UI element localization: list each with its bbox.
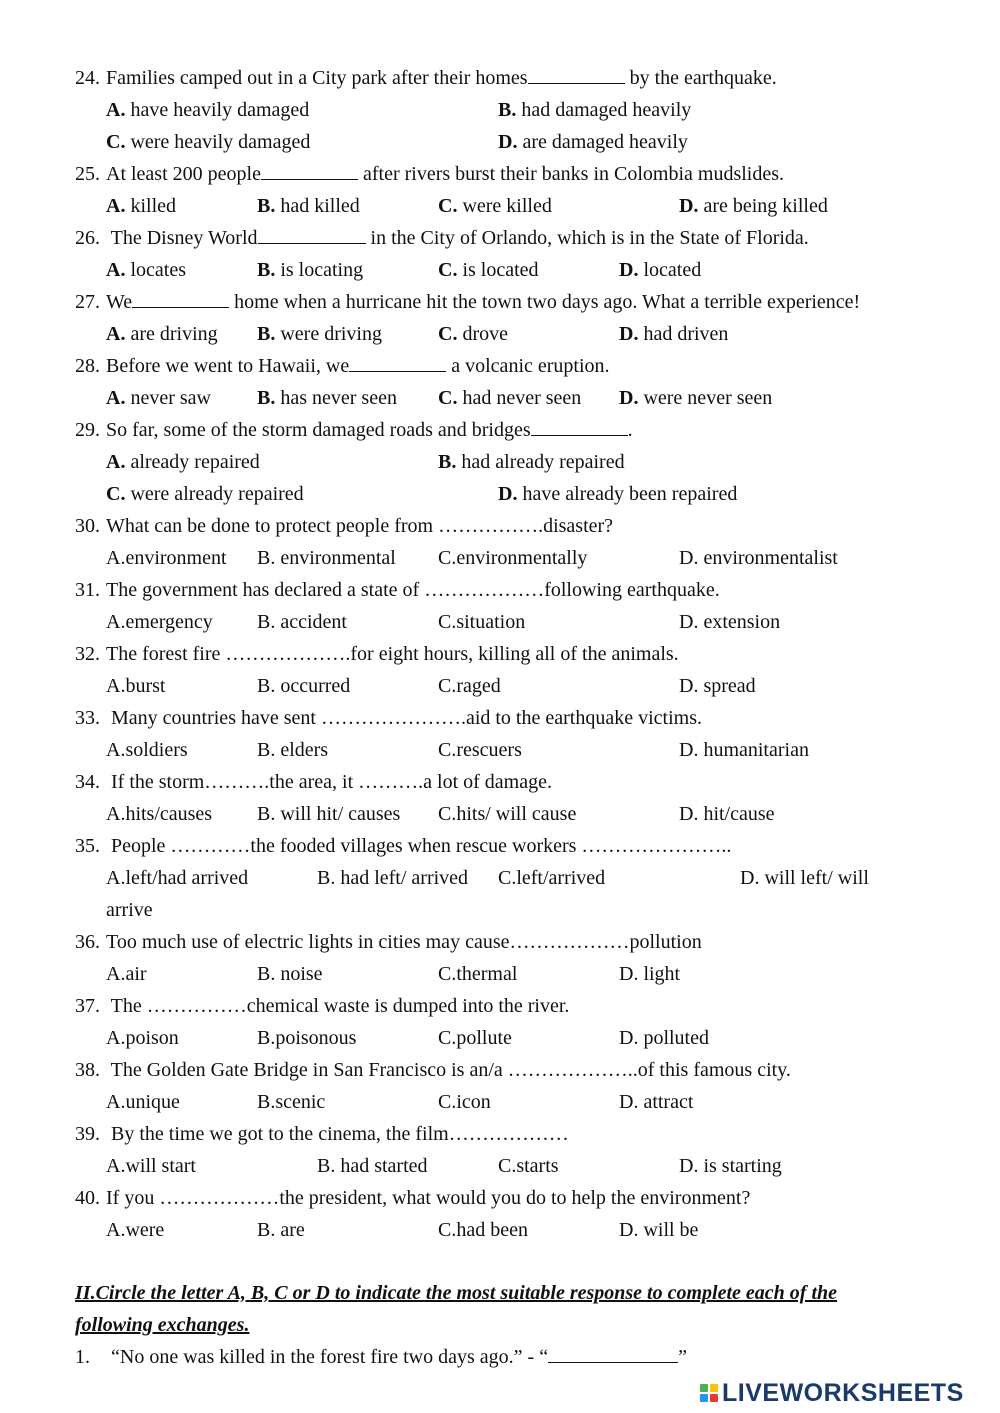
option-b[interactable]: B.scenic xyxy=(257,1091,326,1113)
question-34 xyxy=(75,770,552,794)
liveworksheets-logo xyxy=(700,1378,995,1408)
option-d[interactable] xyxy=(619,258,701,282)
option-c[interactable] xyxy=(438,322,508,346)
question-text: If you ………………the president, what would you do to help the environment? xyxy=(106,1187,751,1209)
option-letter: A. xyxy=(106,451,126,473)
option-letter: C. xyxy=(106,131,126,153)
option-a[interactable]: A.soldiers xyxy=(106,739,188,761)
option-b[interactable]: B. had left/ arrived xyxy=(317,867,469,889)
exchange-question-1 xyxy=(75,1345,687,1369)
question-39 xyxy=(75,1122,569,1146)
question-text: by the earthquake. xyxy=(624,67,777,89)
option-b[interactable]: B. environmental xyxy=(257,547,396,569)
option-text: had damaged heavily xyxy=(516,99,692,121)
option-a[interactable] xyxy=(106,98,309,122)
option-text: had never seen xyxy=(457,387,582,409)
option-letter: D. xyxy=(498,131,518,153)
question-26 xyxy=(75,226,809,250)
option-d[interactable]: D. will be xyxy=(619,1219,699,1241)
option-d-continued: arrive xyxy=(106,899,153,921)
option-letter: C. xyxy=(438,259,458,281)
option-letter: C. xyxy=(438,323,458,345)
option-letter: D. xyxy=(679,195,699,217)
option-c[interactable]: C.hits/ will cause xyxy=(438,803,577,825)
question-text: If the storm……….the area, it ……….a lot of damage. xyxy=(106,771,552,793)
option-d[interactable]: D. environmentalist xyxy=(679,547,838,569)
question-number: 40. xyxy=(75,1187,100,1209)
option-text: were never seen xyxy=(638,387,773,409)
question-number: 26. xyxy=(75,227,100,249)
option-d[interactable]: D. extension xyxy=(679,611,781,633)
question-number: 37. xyxy=(75,995,100,1017)
question-number: 24. xyxy=(75,67,100,89)
question-text: People …………the fooded villages when rescue workers ………………….. xyxy=(106,835,732,857)
question-text: “No one was killed in the forest fire two days ago.” - “ xyxy=(111,1346,549,1368)
option-a[interactable]: A.left/had arrived xyxy=(106,867,249,889)
option-b[interactable] xyxy=(498,98,691,122)
option-a[interactable]: A.hits/causes xyxy=(106,803,213,825)
question-number: 35. xyxy=(75,835,100,857)
option-d[interactable]: D. hit/cause xyxy=(679,803,775,825)
question-number: 30. xyxy=(75,515,100,537)
option-b[interactable] xyxy=(438,450,625,474)
option-c[interactable]: C.situation xyxy=(438,611,526,633)
option-letter: D. xyxy=(619,323,639,345)
question-27 xyxy=(75,290,860,314)
question-text: Many countries have sent ………………….aid to the earthquake victims. xyxy=(106,707,702,729)
question-text: Families camped out in a City park after their homes xyxy=(106,67,528,89)
question-38 xyxy=(75,1058,791,1082)
section-heading-continued: following exchanges. xyxy=(75,1314,250,1336)
option-d[interactable] xyxy=(679,194,828,218)
option-c[interactable]: C.had been xyxy=(438,1219,528,1241)
logo-square xyxy=(700,1394,708,1402)
option-a[interactable]: A.air xyxy=(106,963,147,985)
question-number: 31. xyxy=(75,579,100,601)
question-25 xyxy=(75,162,784,186)
option-d[interactable]: D. polluted xyxy=(619,1027,709,1049)
answer-blank[interactable] xyxy=(528,66,625,84)
answer-blank[interactable] xyxy=(531,418,628,436)
question-28 xyxy=(75,354,610,378)
question-number: 29. xyxy=(75,419,100,441)
question-text: What can be done to protect people from …………….disaster? xyxy=(106,515,614,537)
question-text: At least 200 people xyxy=(106,163,261,185)
option-b[interactable] xyxy=(257,322,382,346)
option-c[interactable] xyxy=(438,386,581,410)
answer-blank[interactable] xyxy=(132,290,229,308)
option-a[interactable] xyxy=(106,386,211,410)
option-a[interactable]: A.emergency xyxy=(106,611,213,633)
option-text: were already repaired xyxy=(125,483,304,505)
question-text: The Disney World xyxy=(106,227,258,249)
option-text: are driving xyxy=(125,323,218,345)
answer-blank[interactable] xyxy=(258,226,366,244)
question-text: home when a hurricane hit the town two days ago. What a terrible experience! xyxy=(229,291,861,313)
option-text: have already been repaired xyxy=(517,483,738,505)
option-text: drove xyxy=(457,323,508,345)
option-letter: C. xyxy=(438,195,458,217)
option-c[interactable]: C.environmentally xyxy=(438,547,588,569)
option-text: never saw xyxy=(125,387,211,409)
question-number: 36. xyxy=(75,931,100,953)
option-a[interactable] xyxy=(106,322,218,346)
option-letter: D. xyxy=(619,387,639,409)
option-a[interactable]: A.burst xyxy=(106,675,166,697)
option-text: had driven xyxy=(638,323,729,345)
question-text: The forest fire ……………….for eight hours, killing all of the animals. xyxy=(106,643,679,665)
option-a[interactable] xyxy=(106,194,176,218)
option-c[interactable] xyxy=(106,482,304,506)
option-text: were heavily damaged xyxy=(125,131,311,153)
option-letter: A. xyxy=(106,99,126,121)
option-letter: B. xyxy=(438,451,457,473)
question-text: The ……………chemical waste is dumped into the river. xyxy=(106,995,570,1017)
option-b[interactable]: B. accident xyxy=(257,611,347,633)
option-text: were killed xyxy=(457,195,552,217)
option-text: killed xyxy=(125,195,176,217)
option-d[interactable] xyxy=(498,482,737,506)
option-c[interactable]: C.icon xyxy=(438,1091,491,1113)
option-b[interactable]: B. elders xyxy=(257,739,329,761)
option-letter: D. xyxy=(619,259,639,281)
answer-blank[interactable] xyxy=(349,354,446,372)
option-d[interactable]: D. humanitarian xyxy=(679,739,809,761)
option-text: located xyxy=(638,259,702,281)
question-text: a volcanic eruption. xyxy=(446,355,610,377)
question-text: in the City of Orlando, which is in the State of Florida. xyxy=(365,227,809,249)
option-letter: B. xyxy=(257,387,276,409)
option-letter: C. xyxy=(438,387,458,409)
question-text: Before we went to Hawaii, we xyxy=(106,355,350,377)
option-text: are being killed xyxy=(698,195,828,217)
question-number: 1. xyxy=(75,1346,90,1368)
option-a[interactable]: A.unique xyxy=(106,1091,180,1113)
option-letter: C. xyxy=(106,483,126,505)
option-d[interactable]: D. is starting xyxy=(679,1155,782,1177)
logo-square xyxy=(710,1384,718,1392)
option-a[interactable]: A.will start xyxy=(106,1155,196,1177)
answer-blank[interactable] xyxy=(261,162,358,180)
option-c[interactable] xyxy=(106,130,310,154)
option-b[interactable]: B. occurred xyxy=(257,675,351,697)
question-text: The government has declared a state of ………………following earthquake. xyxy=(106,579,720,601)
option-letter: B. xyxy=(257,195,276,217)
option-a[interactable] xyxy=(106,450,260,474)
option-text: were driving xyxy=(275,323,382,345)
option-d[interactable]: D. attract xyxy=(619,1091,694,1113)
option-a[interactable]: A.were xyxy=(106,1219,165,1241)
option-d[interactable]: D. light xyxy=(619,963,681,985)
option-b[interactable]: B. will hit/ causes xyxy=(257,803,401,825)
option-d[interactable]: D. will left/ will xyxy=(740,867,869,889)
option-letter: D. xyxy=(498,483,518,505)
logo-square xyxy=(700,1384,708,1392)
question-29 xyxy=(75,418,633,442)
question-number: 39. xyxy=(75,1123,100,1145)
section-heading: II.Circle the letter A, B, C or D to indicate the most suitable response to complete each of the xyxy=(75,1282,838,1304)
option-c[interactable]: C.starts xyxy=(498,1155,559,1177)
question-text: Too much use of electric lights in cities may cause………………pollution xyxy=(106,931,702,953)
option-c[interactable]: C.left/arrived xyxy=(498,867,606,889)
option-c[interactable] xyxy=(438,258,539,282)
question-33 xyxy=(75,706,702,730)
option-text: has never seen xyxy=(275,387,397,409)
question-text: after rivers burst their banks in Colombia mudslides. xyxy=(357,163,785,185)
question-text: We xyxy=(106,291,133,313)
option-text: locates xyxy=(125,259,186,281)
option-letter: B. xyxy=(257,323,276,345)
option-c[interactable]: C.rescuers xyxy=(438,739,522,761)
logo-text: LIVEWORKSHEETS xyxy=(722,1378,964,1407)
option-b[interactable]: B. had started xyxy=(317,1155,428,1177)
question-number: 38. xyxy=(75,1059,100,1081)
question-number: 25. xyxy=(75,163,100,185)
question-number: 34. xyxy=(75,771,100,793)
option-letter: B. xyxy=(257,259,276,281)
question-text: So far, some of the storm damaged roads and bridges xyxy=(106,419,531,441)
option-b[interactable] xyxy=(257,194,360,218)
option-letter: A. xyxy=(106,323,126,345)
question-40 xyxy=(75,1186,750,1210)
option-letter: A. xyxy=(106,195,126,217)
question-32 xyxy=(75,642,679,666)
option-d[interactable] xyxy=(498,130,688,154)
option-text: are damaged heavily xyxy=(517,131,688,153)
option-text: is locating xyxy=(275,259,364,281)
option-b[interactable] xyxy=(257,258,363,282)
question-24 xyxy=(75,66,777,90)
answer-blank[interactable] xyxy=(548,1345,678,1363)
option-b[interactable] xyxy=(257,386,397,410)
option-letter: B. xyxy=(498,99,517,121)
option-text: already repaired xyxy=(125,451,260,473)
option-b[interactable]: B.poisonous xyxy=(257,1027,357,1049)
question-35 xyxy=(75,834,731,858)
option-b[interactable]: B. are xyxy=(257,1219,305,1241)
question-number: 33. xyxy=(75,707,100,729)
question-text: . xyxy=(627,419,633,441)
question-number: 32. xyxy=(75,643,100,665)
question-number: 27. xyxy=(75,291,100,313)
liveworksheets-logo-icon xyxy=(700,1384,718,1402)
question-31 xyxy=(75,578,720,602)
question-36 xyxy=(75,930,702,954)
option-d[interactable]: D. spread xyxy=(679,675,756,697)
question-30 xyxy=(75,514,613,538)
option-d[interactable] xyxy=(619,322,728,346)
logo-square xyxy=(710,1394,718,1402)
question-number: 28. xyxy=(75,355,100,377)
option-b[interactable]: B. noise xyxy=(257,963,323,985)
question-text: ” xyxy=(678,1346,687,1368)
option-c[interactable]: C.pollute xyxy=(438,1027,512,1049)
option-c[interactable] xyxy=(438,194,552,218)
option-a[interactable]: A.poison xyxy=(106,1027,179,1049)
option-letter: A. xyxy=(106,259,126,281)
question-37 xyxy=(75,994,569,1018)
option-text: had already repaired xyxy=(456,451,625,473)
option-text: had killed xyxy=(275,195,360,217)
question-text: By the time we got to the cinema, the film……………… xyxy=(106,1123,569,1145)
option-a[interactable]: A.environment xyxy=(106,547,227,569)
option-text: have heavily damaged xyxy=(125,99,310,121)
option-d[interactable] xyxy=(619,386,772,410)
option-letter: A. xyxy=(106,387,126,409)
option-c[interactable]: C.raged xyxy=(438,675,501,697)
question-text: The Golden Gate Bridge in San Francisco is an/a ………………..of this famous city. xyxy=(106,1059,791,1081)
option-text: is located xyxy=(457,259,539,281)
option-a[interactable] xyxy=(106,258,186,282)
option-c[interactable]: C.thermal xyxy=(438,963,518,985)
